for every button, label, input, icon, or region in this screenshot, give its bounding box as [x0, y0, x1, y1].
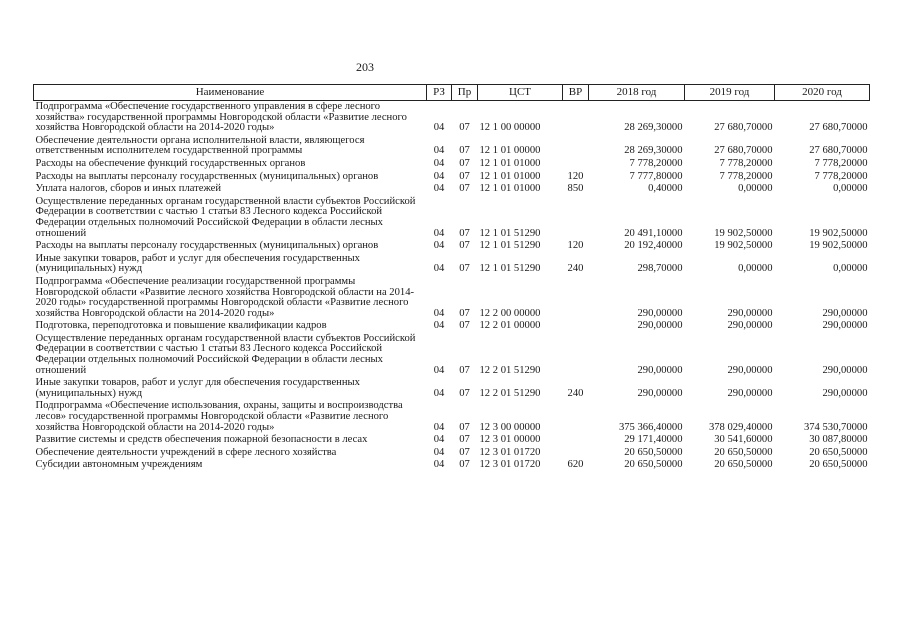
- row-2020-value: 7 778,20000: [814, 157, 868, 169]
- row-pr: 07: [459, 145, 470, 157]
- row-rz: 04: [433, 364, 445, 376]
- row-name: Субсидии автономным учреждениям: [35, 459, 203, 471]
- row-cst: 12 3 01 01720: [479, 446, 541, 458]
- row-name: Осуществление переданных органам государственной власти субъектов Российской Федерации в соответствии с частью 1 статьи 83 Лесного кодекса Российской Федерации отдельных полномочий Российской Федерации в области лесных отношений: [35, 332, 416, 376]
- row-2019-value: 20 650,50000: [714, 446, 773, 458]
- row-pr: 07: [459, 364, 470, 376]
- table-row: [34, 135, 870, 158]
- row-rz: 04: [433, 157, 445, 169]
- row-cst: 12 1 00 00000: [479, 122, 541, 134]
- header-rz: РЗ: [427, 85, 452, 101]
- row-rz: 04: [433, 320, 445, 332]
- row-pr: 07: [459, 157, 470, 169]
- row-2020-value: 19 902,50000: [809, 227, 868, 239]
- row-pr: 07: [459, 240, 470, 252]
- row-pr: 07: [459, 227, 470, 239]
- header-2019: 2019 год: [685, 85, 775, 101]
- row-2019-value: 290,00000: [727, 320, 773, 332]
- row-name: Расходы на выплаты персоналу государственных (муниципальных) органов: [35, 170, 379, 182]
- header-2020: 2020 год: [775, 85, 870, 101]
- row-rz: 04: [433, 227, 445, 239]
- row-cst: 12 3 00 00000: [479, 421, 541, 433]
- table-row: [34, 276, 870, 320]
- row-name: Уплата налогов, сборов и иных платежей: [35, 183, 222, 195]
- row-rz: 04: [433, 183, 445, 195]
- row-2020-value: 290,00000: [822, 387, 868, 399]
- row-2019-value: 378 029,40000: [708, 421, 773, 433]
- row-vr: [563, 447, 589, 460]
- row-name: Иные закупки товаров, работ и услуг для обеспечения государственных (муниципальных) нужд: [35, 377, 360, 399]
- row-name: Обеспечение деятельности органа исполнительной власти, являющегося ответственным исполнителем государственной программы: [35, 134, 365, 157]
- row-cst: 12 1 01 00000: [479, 145, 541, 157]
- row-pr: 07: [459, 421, 470, 433]
- row-2020-value: 20 650,50000: [809, 459, 868, 471]
- row-rz: 04: [433, 122, 445, 134]
- header-cst: ЦСТ: [478, 85, 563, 101]
- table-row: [34, 240, 870, 253]
- budget-table: [33, 84, 870, 472]
- row-2018-value: 298,70000: [637, 263, 683, 275]
- row-2020-value: 7 778,20000: [814, 170, 868, 182]
- row-2020-value: 27 680,70000: [809, 145, 868, 157]
- row-2020-value: 0,00000: [833, 263, 868, 275]
- row-rz: 04: [433, 421, 445, 433]
- row-2020-value: 0,00000: [833, 183, 868, 195]
- header-2018: 2018 год: [589, 85, 685, 101]
- table-row: [34, 196, 870, 240]
- row-pr: 07: [459, 320, 470, 332]
- row-2020-value: 19 902,50000: [809, 240, 868, 252]
- row-2020-value: 30 087,80000: [809, 434, 868, 446]
- table-row: [34, 447, 870, 460]
- row-vr: 240: [567, 263, 584, 275]
- row-vr: 120: [567, 170, 584, 182]
- row-cst: 12 2 00 00000: [479, 307, 541, 319]
- row-2019-value: 27 680,70000: [714, 145, 773, 157]
- table-row: [34, 434, 870, 447]
- row-vr: 620: [567, 459, 584, 471]
- row-2018-value: 20 192,40000: [624, 240, 683, 252]
- row-2018-value: 290,00000: [637, 307, 683, 319]
- row-pr: 07: [459, 459, 470, 471]
- row-rz: 04: [433, 145, 445, 157]
- row-name: Подготовка, переподготовка и повышение квалификации кадров: [35, 320, 327, 332]
- row-2020-value: 290,00000: [822, 320, 868, 332]
- row-cst: 12 2 01 51290: [479, 387, 541, 399]
- table-header-row: [34, 85, 870, 101]
- row-2019-value: 19 902,50000: [714, 227, 773, 239]
- row-2019-value: 7 778,20000: [719, 157, 773, 169]
- row-pr: 07: [459, 170, 470, 182]
- row-cst: 12 3 01 00000: [479, 434, 541, 446]
- row-2020-value: 27 680,70000: [809, 122, 868, 134]
- row-2018-value: 28 269,30000: [624, 122, 683, 134]
- row-name: Обеспечение деятельности учреждений в сфере лесного хозяйства: [35, 446, 337, 458]
- table-row: [34, 253, 870, 276]
- row-name: Подпрограмма «Обеспечение реализации государственной программы Новгородской области «Развитие лесного хозяйства Новгородской области на 2014-2020 годы» государственной программы Новгородской области «Развитие лесного хозяйства Новгородской области на 2014-2020 годы»: [35, 275, 415, 319]
- row-pr: 07: [459, 446, 470, 458]
- table-row: [34, 333, 870, 377]
- row-rz: 04: [433, 434, 445, 446]
- header-pr: Пр: [452, 85, 478, 101]
- row-2018-value: 290,00000: [637, 364, 683, 376]
- row-2018-value: 20 650,50000: [624, 446, 683, 458]
- table-row: [34, 183, 870, 196]
- row-rz: 04: [433, 170, 445, 182]
- row-2020-value: 374 530,70000: [803, 421, 868, 433]
- row-rz: 04: [433, 263, 445, 275]
- row-rz: 04: [433, 240, 445, 252]
- row-2018-value: 0,40000: [648, 183, 683, 195]
- row-2019-value: 0,00000: [738, 183, 773, 195]
- row-2018-value: 20 650,50000: [624, 459, 683, 471]
- row-name: Развитие системы и средств обеспечения пожарной безопасности в лесах: [35, 434, 368, 446]
- row-pr: 07: [459, 434, 470, 446]
- row-vr: 240: [567, 387, 584, 399]
- row-pr: 07: [459, 307, 470, 319]
- row-pr: 07: [459, 387, 470, 399]
- row-cst: 12 1 01 51290: [479, 263, 541, 275]
- row-2020-value: 290,00000: [822, 307, 868, 319]
- row-vr: [563, 196, 589, 240]
- row-name: Иные закупки товаров, работ и услуг для обеспечения государственных (муниципальных) нужд: [35, 252, 360, 275]
- row-pr: 07: [459, 183, 470, 195]
- row-2018-value: 290,00000: [637, 320, 683, 332]
- row-cst: 12 2 01 00000: [479, 320, 541, 332]
- row-2019-value: 20 650,50000: [714, 459, 773, 471]
- page-number: 203: [356, 60, 374, 74]
- row-2019-value: 0,00000: [738, 263, 773, 275]
- table-row: [34, 158, 870, 171]
- row-cst: 12 2 01 51290: [479, 364, 541, 376]
- row-cst: 12 1 01 01000: [479, 170, 541, 182]
- row-2018-value: 28 269,30000: [624, 145, 683, 157]
- row-vr: [563, 320, 589, 333]
- row-vr: 120: [567, 240, 584, 252]
- row-2019-value: 290,00000: [727, 387, 773, 399]
- row-vr: [563, 135, 589, 158]
- row-name: Осуществление переданных органам государственной власти субъектов Российской Федерации в соответствии с частью 1 статьи 83 Лесного кодекса Российской Федерации отдельных полномочий Российской Федерации в области лесных отношений: [35, 195, 416, 239]
- row-pr: 07: [459, 263, 470, 275]
- row-pr: 07: [459, 122, 470, 134]
- row-name: Расходы на выплаты персоналу государственных (муниципальных) органов: [35, 240, 379, 252]
- table-row: [34, 377, 870, 400]
- table-row: [34, 320, 870, 333]
- row-2019-value: 7 778,20000: [719, 170, 773, 182]
- row-vr: 850: [567, 183, 584, 195]
- row-vr: [563, 434, 589, 447]
- row-2018-value: 290,00000: [637, 387, 683, 399]
- table-row: [34, 101, 870, 135]
- row-rz: 04: [433, 446, 445, 458]
- row-2018-value: 375 366,40000: [618, 421, 683, 433]
- row-vr: [563, 333, 589, 377]
- table-row: [34, 400, 870, 434]
- row-rz: 04: [433, 459, 445, 471]
- row-2018-value: 7 778,20000: [629, 157, 683, 169]
- row-2019-value: 290,00000: [727, 364, 773, 376]
- row-vr: [563, 158, 589, 171]
- row-rz: 04: [433, 307, 445, 319]
- row-2019-value: 30 541,60000: [714, 434, 773, 446]
- row-vr: [563, 400, 589, 434]
- row-name: Расходы на обеспечение функций государственных органов: [35, 157, 306, 169]
- row-cst: 12 1 01 01000: [479, 183, 541, 195]
- header-vr: ВР: [563, 85, 589, 101]
- row-rz: 04: [433, 387, 445, 399]
- row-2018-value: 20 491,10000: [624, 227, 683, 239]
- row-cst: 12 3 01 01720: [479, 459, 541, 471]
- row-vr: [563, 101, 589, 135]
- row-cst: 12 1 01 51290: [479, 227, 541, 239]
- table-row: [34, 459, 870, 472]
- row-name: Подпрограмма «Обеспечение использования, охраны, защиты и воспроизводства лесов» государственной программы Новгородской области «Развитие лесного хозяйства Новгородской области на 2014-2020 годы»: [35, 400, 403, 433]
- row-name: Подпрограмма «Обеспечение государственного управления в сфере лесного хозяйства» государственной программы Новгородской области «Развитие лесного хозяйства Новгородской области на 2014-2020 годы»: [35, 101, 407, 134]
- row-vr: [563, 276, 589, 320]
- row-cst: 12 1 01 01000: [479, 157, 541, 169]
- row-2018-value: 29 171,40000: [624, 434, 683, 446]
- header-name: Наименование: [34, 85, 427, 101]
- row-2019-value: 27 680,70000: [714, 122, 773, 134]
- row-2020-value: 20 650,50000: [809, 446, 868, 458]
- row-cst: 12 1 01 51290: [479, 240, 541, 252]
- row-2018-value: 7 777,80000: [629, 170, 683, 182]
- row-2019-value: 290,00000: [727, 307, 773, 319]
- row-2020-value: 290,00000: [822, 364, 868, 376]
- row-2019-value: 19 902,50000: [714, 240, 773, 252]
- table-row: [34, 171, 870, 184]
